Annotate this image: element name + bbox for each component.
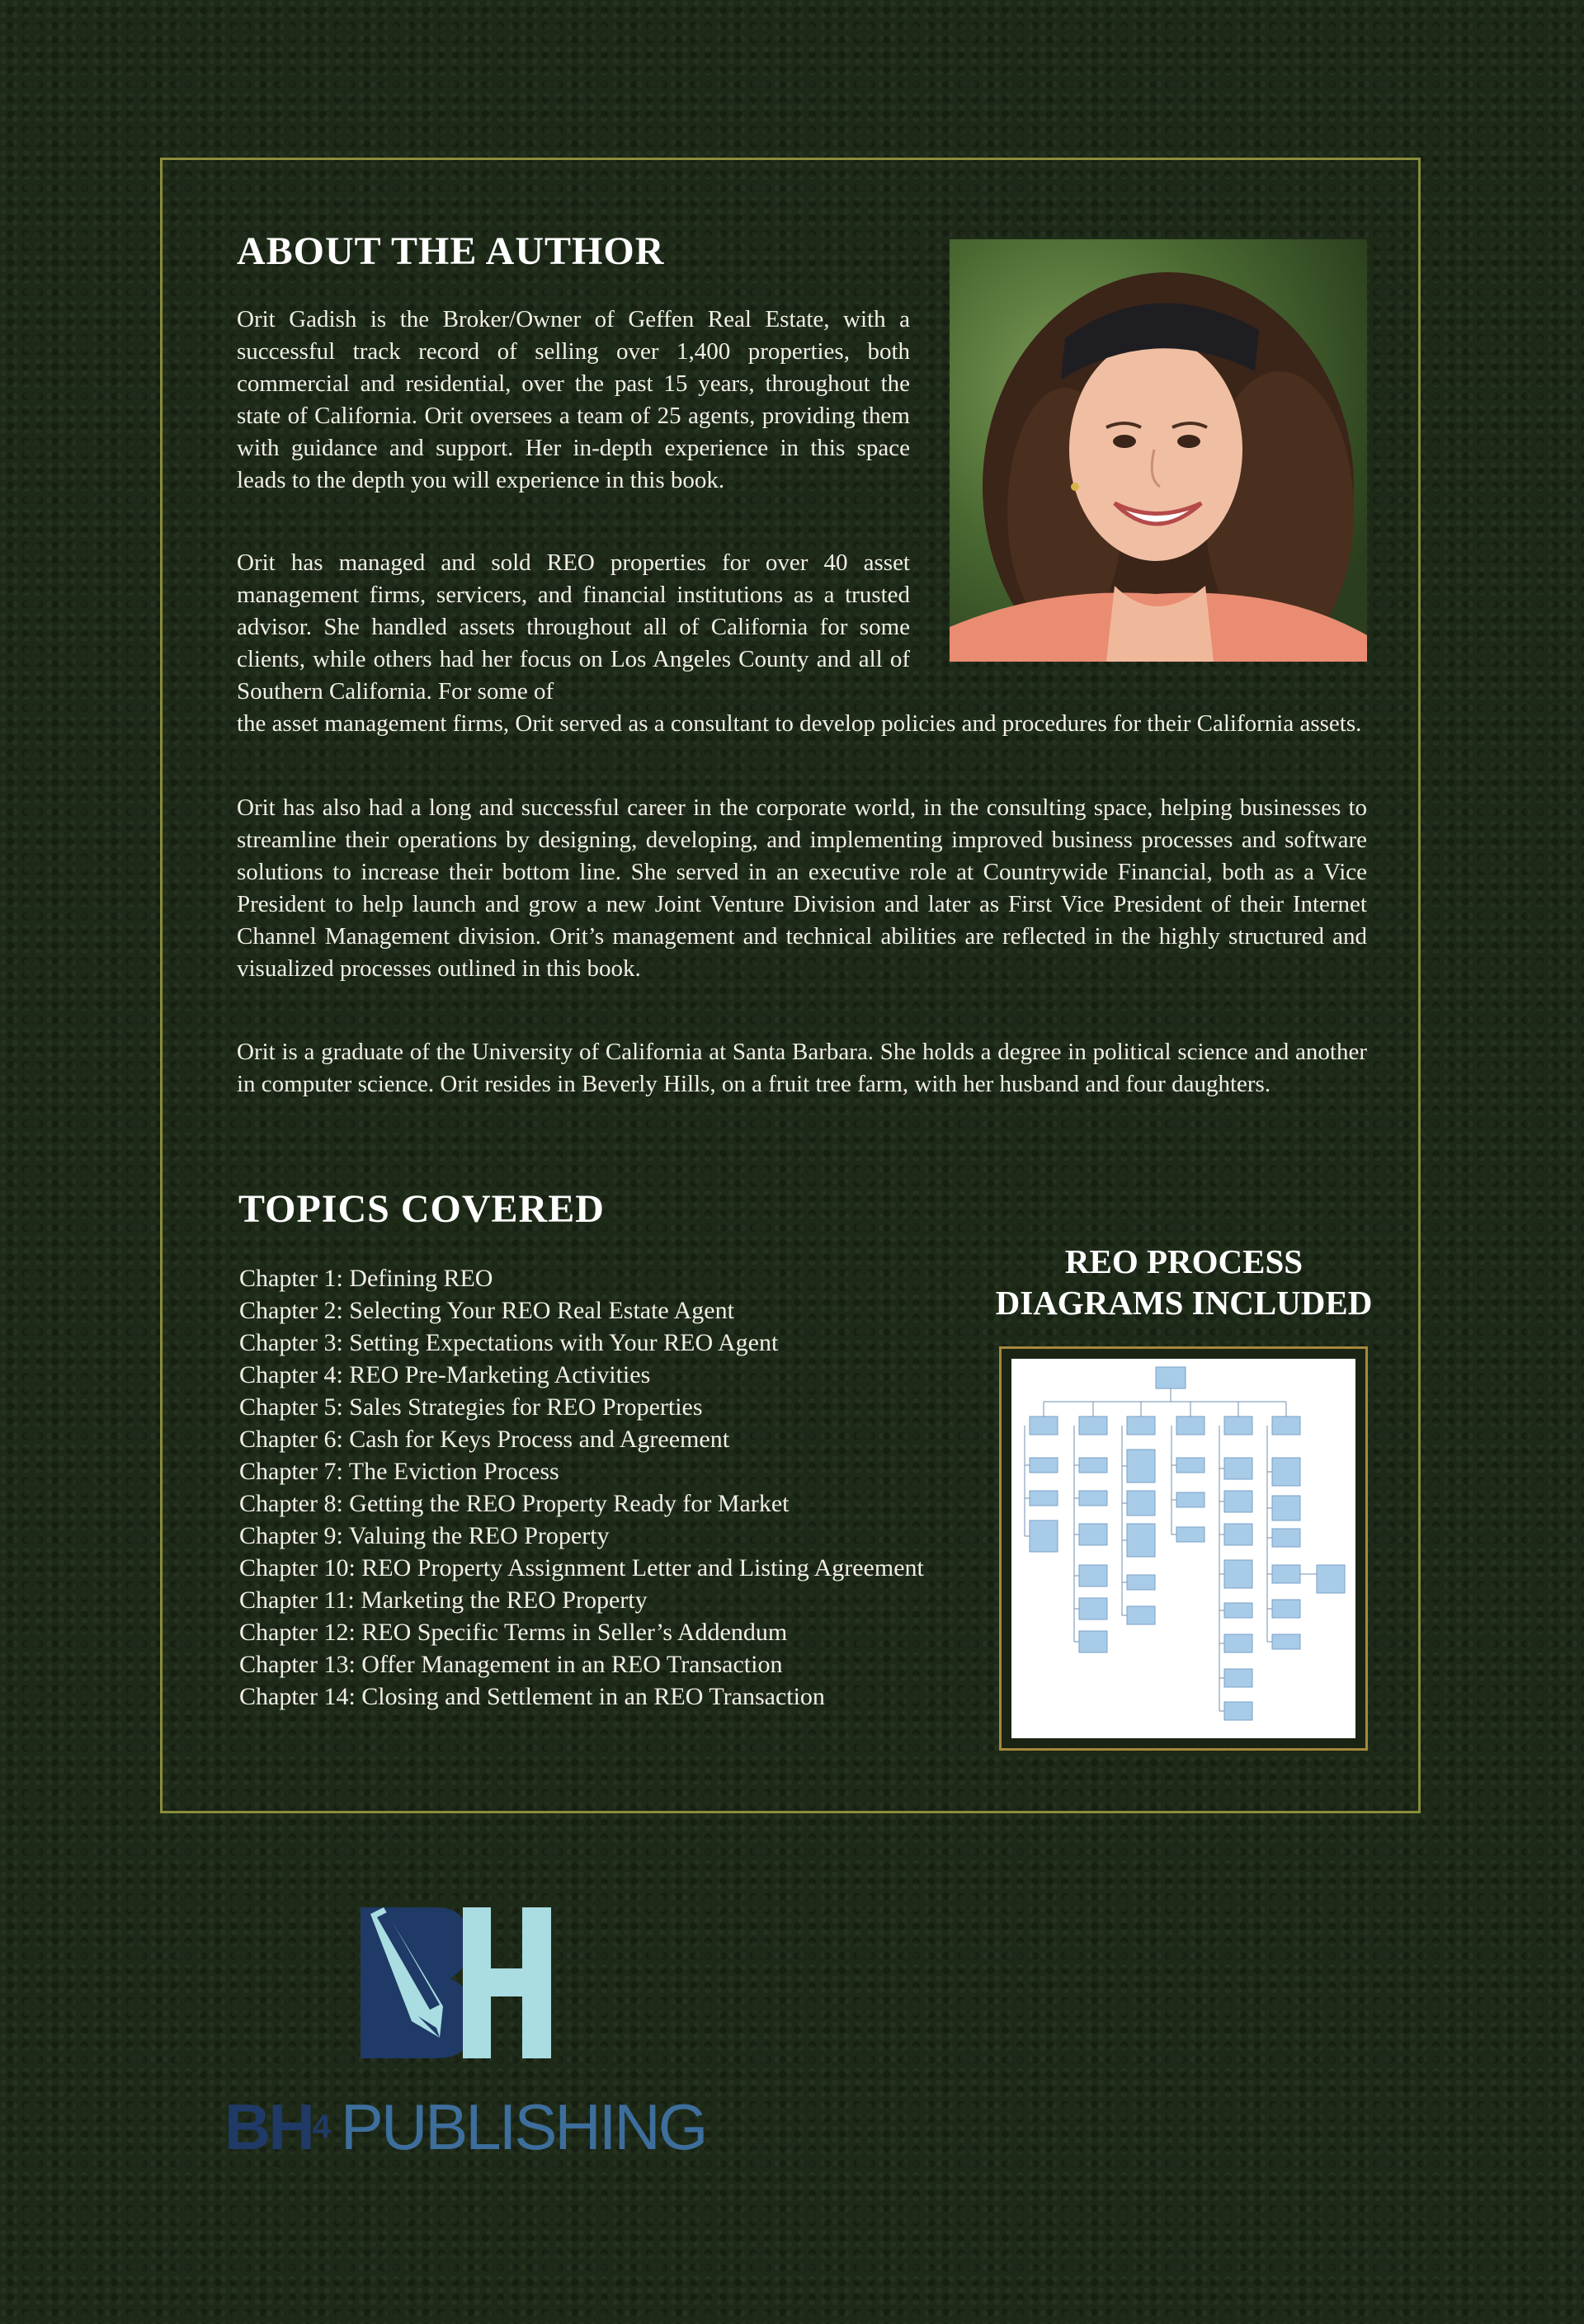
process-diagram-thumbnail [999, 1346, 1368, 1751]
chapter-item: Chapter 12: REO Specific Terms in Seller’s Addendum [239, 1619, 788, 1646]
about-paragraph-4: Orit is a graduate of the University of California at Santa Barbara. She holds a degree in political science and another in computer science. Orit resides in Beverly Hills, on a fruit tree farm, with her husband and four daughters. [237, 1039, 1367, 1097]
chapter-item: Chapter 13: Offer Management in an REO Transaction [239, 1651, 783, 1678]
publisher-name: PUBLISHING [340, 2091, 706, 2163]
chapter-list [239, 1262, 932, 1713]
about-paragraph-1: Orit Gadish is the Broker/Owner of Geffen Real Estate, with a successful track record of selling over 1,400 properties, both commercial and residential, over the past 15 years, throughout the state of California. Orit oversees a team of 25 agents, providing them with guidance and support. Her in-depth experience in this space leads to the depth you will experience in this book. [237, 306, 910, 493]
diagram-title [974, 1241, 1394, 1323]
chapter-item: Chapter 4: REO Pre-Marketing Activities [239, 1361, 651, 1388]
chapter-item: Chapter 7: The Eviction Process [239, 1458, 559, 1485]
topics-heading: TOPICS COVERED [238, 1187, 605, 1231]
publisher-mark-text: BH [224, 2091, 313, 2163]
about-paragraph-2b: the asset management firms, Orit served as a consultant to develop policies and procedures for their California assets. [237, 710, 1362, 737]
chapter-item: Chapter 14: Closing and Settlement in an REO Transaction [239, 1683, 825, 1710]
pencil-bh-icon [361, 1907, 551, 2058]
chapter-item: Chapter 11: Marketing the REO Property [239, 1586, 648, 1614]
chapter-item: Chapter 1: Defining REO [239, 1265, 493, 1292]
chapter-item: Chapter 9: Valuing the REO Property [239, 1522, 610, 1549]
about-paragraph-2a: Orit has managed and sold REO properties for over 40 asset management firms, servicers, and financial institutions as a trusted advisor. She handled assets throughout all of California for some clients, while others had her focus on Los Angeles County and all of Southern California. For some of [237, 549, 910, 705]
diagram-title-line-1: REO PROCESS [1064, 1242, 1304, 1280]
diagram-title-line-2: DIAGRAMS INCLUDED [995, 1284, 1373, 1322]
chapter-item: Chapter 6: Cash for Keys Process and Agreement [239, 1426, 730, 1453]
publisher-logo-mark [361, 1907, 551, 2058]
about-paragraph-3: Orit has also had a long and successful career in the corporate world, in the consulting space, helping businesses to streamline their operations by designing, developing, and implementing improved business processes and software solutions to increase their bottom line. She served in an executive role at Countrywide Financial, both as a Vice President to help launch and grow a new Joint Venture Division and later as First Vice President of their Internet Channel Management division. Orit’s management and technical abilities are reflected in the highly structured and visualized processes outlined in this book. [237, 794, 1367, 982]
about-heading: ABOUT THE AUTHOR [237, 229, 665, 273]
chapter-item: Chapter 10: REO Property Assignment Letter and Listing Agreement [239, 1554, 924, 1582]
process-diagram-canvas [1011, 1359, 1355, 1738]
publisher-mark-superscript: 4 [312, 2109, 331, 2145]
chapter-item: Chapter 8: Getting the REO Property Ready for Market [239, 1490, 790, 1517]
publisher-wordmark [224, 2091, 706, 2163]
chapter-item: Chapter 2: Selecting Your REO Real Estate Agent [239, 1297, 734, 1324]
author-photo [950, 239, 1367, 662]
chapter-item: Chapter 5: Sales Strategies for REO Properties [239, 1393, 703, 1421]
author-portrait-illustration [950, 239, 1367, 662]
chapter-item: Chapter 3: Setting Expectations with Your REO Agent [239, 1329, 779, 1356]
flowchart-illustration [1011, 1359, 1355, 1738]
